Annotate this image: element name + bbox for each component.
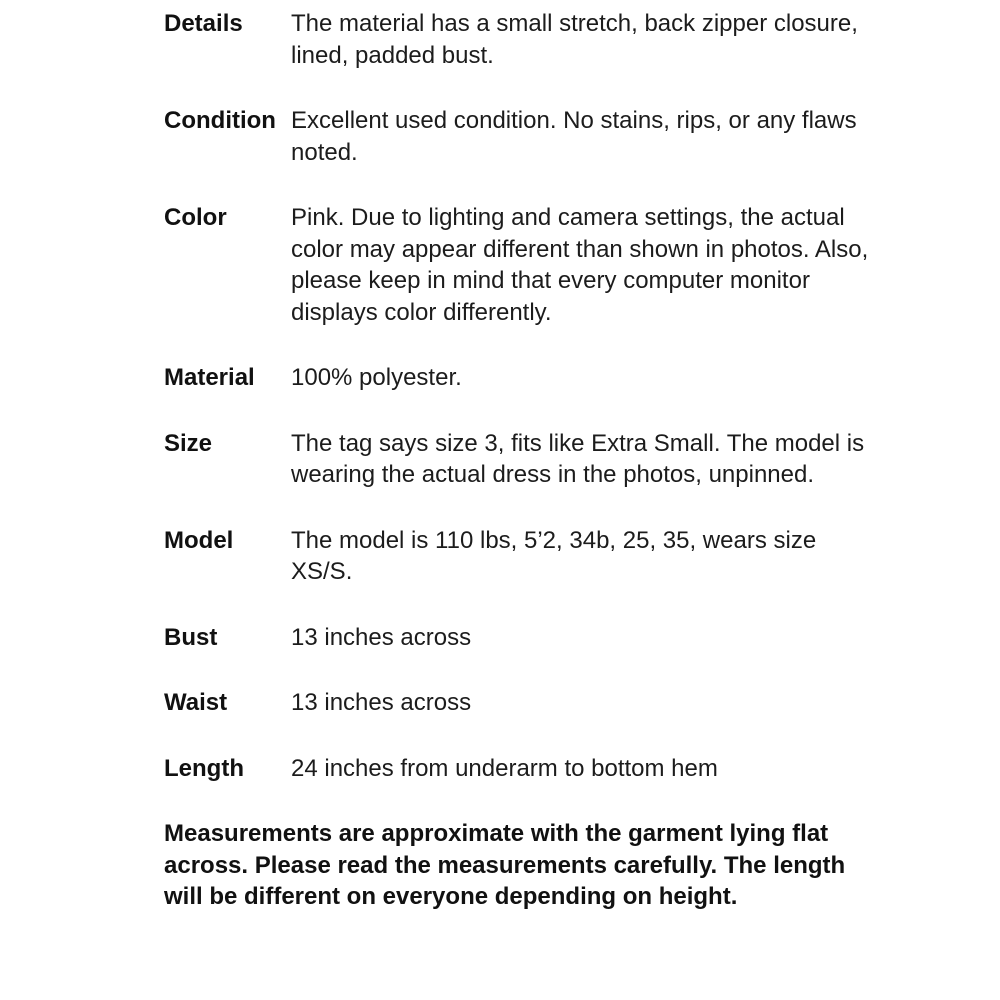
product-spec-sheet	[164, 8, 884, 913]
spec-row-material	[164, 362, 884, 394]
spec-value: The model is 110 lbs, 5’2, 34b, 25, 35, wears size XS/S.	[291, 526, 817, 585]
spec-row-size	[164, 428, 884, 491]
spec-row-waist	[164, 687, 884, 719]
spec-value: The tag says size 3, fits like Extra Small. The model is wearing the actual dress in the photos, unpinned.	[291, 429, 865, 488]
spec-label: Model	[164, 526, 234, 554]
spec-label: Condition	[164, 107, 276, 134]
spec-row-length	[164, 753, 884, 785]
spec-label: Color	[164, 204, 227, 231]
spec-label: Length	[164, 754, 244, 782]
spec-value: The material has a small stretch, back zipper closure, lined, padded bust.	[291, 10, 858, 69]
spec-value: Excellent used condition. No stains, rips, or any flaws noted.	[291, 107, 857, 166]
spec-row-bust	[164, 622, 884, 654]
spec-label: Details	[164, 10, 243, 37]
spec-row-condition	[164, 105, 884, 168]
spec-value: 24 inches from underarm to bottom hem	[291, 754, 718, 782]
spec-row-details	[164, 8, 884, 71]
spec-value: 13 inches across	[291, 623, 472, 651]
spec-value: 13 inches across	[291, 689, 472, 716]
spec-label: Bust	[164, 623, 218, 651]
measurement-note: Measurements are approximate with the garment lying flat across. Please read the measurements carefully. The length will be different on everyone depending on height.	[164, 820, 846, 910]
spec-row-color	[164, 202, 884, 328]
spec-row-model	[164, 525, 884, 588]
spec-label: Waist	[164, 689, 228, 716]
spec-label: Material	[164, 364, 255, 391]
spec-value: Pink. Due to lighting and camera settings, the actual color may appear different than shown in photos. Also, please keep in mind that every computer monitor displays color differently.	[291, 204, 869, 326]
spec-label: Size	[164, 429, 213, 457]
spec-value: 100% polyester.	[291, 364, 462, 391]
